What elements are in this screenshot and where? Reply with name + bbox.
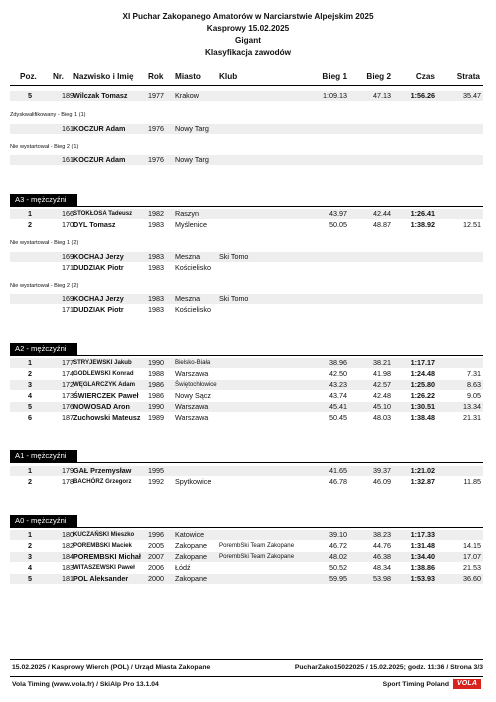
table-row [10, 358, 483, 368]
cell-nr: 179 [62, 466, 74, 475]
cell-poz: 3 [28, 552, 32, 561]
cell-name: WITASZEWSKI Paweł [73, 564, 135, 571]
cell-nr: 176 [62, 402, 74, 411]
cell-bieg1: 46.78 [329, 477, 347, 486]
timing-company: Sport Timing Poland [382, 681, 449, 688]
cell-bieg2: 38.23 [373, 530, 391, 539]
cell-rok: 1976 [148, 124, 164, 133]
cell-strata: 36.60 [463, 574, 481, 583]
section-title: Zdyskwalifikowany - Bieg 1 (1) [10, 112, 86, 118]
table-row [10, 530, 483, 540]
cell-bieg1: 50.45 [329, 413, 347, 422]
cell-rok: 1983 [148, 220, 164, 229]
cell-czas: 1:26.22 [410, 391, 435, 400]
cell-czas: 1:38.86 [410, 563, 435, 572]
col-poz: Poz. [20, 72, 37, 81]
col-miasto: Miasto [175, 72, 201, 81]
cell-poz: 5 [28, 402, 32, 411]
footer-rule-top [10, 659, 483, 660]
cell-bieg2: 42.44 [373, 209, 391, 218]
cell-rok: 2007 [148, 552, 164, 561]
category-label: A3 - mężczyźni [10, 194, 77, 206]
cell-strata: 9.05 [467, 391, 481, 400]
cell-poz: 1 [28, 466, 32, 475]
section-title: Nie wystartował - Bieg 2 (2) [10, 283, 79, 289]
cell-bieg1: 46.72 [329, 541, 347, 550]
event-date: Kasprowy 15.02.2025 [206, 24, 290, 33]
cell-name: DUDZIAK Piotr [73, 263, 124, 272]
cell-czas: 1:38.92 [410, 220, 435, 229]
cell-bieg1: 45.41 [329, 402, 347, 411]
cell-rok: 1990 [148, 358, 164, 367]
cell-nr: 161 [62, 155, 74, 164]
cell-poz: 2 [28, 220, 32, 229]
category-header [10, 515, 483, 528]
col-bieg2: Bieg 2 [366, 72, 391, 81]
cell-bieg1: 43.74 [329, 391, 347, 400]
table-row [10, 305, 483, 315]
cell-name: STOKŁOSA Tadeusz [73, 210, 133, 217]
cell-miasto: Zakopane [175, 574, 207, 583]
cell-nr: 171 [62, 305, 74, 314]
cell-name: POL Aleksander [73, 574, 129, 583]
cell-strata: 12.51 [463, 220, 481, 229]
cell-miasto: Myślenice [175, 220, 207, 229]
cell-rok: 1989 [148, 413, 164, 422]
cell-name: ŚWIERCZEK Paweł [73, 391, 139, 400]
cell-rok: 2005 [148, 541, 164, 550]
cell-nr: 169 [62, 294, 74, 303]
discipline: Gigant [235, 36, 261, 45]
cell-nr: 170 [62, 220, 74, 229]
cell-rok: 1995 [148, 466, 164, 475]
cell-rok: 1983 [148, 252, 164, 261]
category-label: A1 - mężczyźni [10, 450, 77, 462]
cell-rok: 1996 [148, 530, 164, 539]
cell-poz: 2 [28, 541, 32, 550]
section-title: Nie wystartował - Bieg 2 (1) [10, 144, 79, 150]
col-rok: Rok [148, 72, 164, 81]
table-row [10, 541, 483, 551]
cell-bieg2: 46.09 [373, 477, 391, 486]
cell-bieg2: 48.34 [373, 563, 391, 572]
cell-nr: 189 [62, 91, 74, 100]
cell-nr: 181 [62, 574, 74, 583]
cell-miasto: Zakopane [175, 552, 207, 561]
cell-bieg1: 38.96 [329, 358, 347, 367]
cell-nr: 171 [62, 263, 74, 272]
cell-bieg2: 42.57 [373, 380, 391, 389]
table-row [10, 294, 483, 304]
cell-czas: 1:53.93 [410, 574, 435, 583]
table-row [10, 209, 483, 219]
cell-miasto: Kościelisko [175, 305, 211, 314]
cell-miasto: Kościelisko [175, 263, 211, 272]
cell-nr: 183 [62, 563, 74, 572]
cell-nr: 166 [62, 209, 74, 218]
col-czas: Czas [415, 72, 435, 81]
cell-rok: 2000 [148, 574, 164, 583]
vola-logo: VOLA [453, 679, 481, 689]
cell-bieg2: 46.38 [373, 552, 391, 561]
cell-czas: 1:21.02 [410, 466, 435, 475]
cell-name: KOCZUR Adam [73, 155, 126, 164]
cell-bieg1: 1:09.13 [323, 91, 347, 100]
cell-name: POREMBSKI Maciek [73, 542, 132, 549]
table-row [10, 563, 483, 573]
cell-miasto: Bielsko-Biała [175, 359, 211, 366]
section-title: Nie wystartował - Bieg 1 (2) [10, 240, 79, 246]
col-strata: Strata [456, 72, 480, 81]
cell-miasto: Nowy Targ [175, 155, 209, 164]
cell-name: KOCHAJ Jerzy [73, 252, 124, 261]
cell-poz: 4 [28, 563, 32, 572]
cell-strata: 8.63 [467, 380, 481, 389]
cell-miasto: Warszawa [175, 369, 209, 378]
cell-miasto: Łódź [175, 563, 191, 572]
table-row [10, 402, 483, 412]
table-row [10, 391, 483, 401]
cell-miasto: Nowy Sącz [175, 391, 211, 400]
cell-bieg2: 39.37 [373, 466, 391, 475]
cell-strata: 17.07 [463, 552, 481, 561]
cell-name: KOCHAJ Jerzy [73, 294, 124, 303]
cell-bieg1: 43.23 [329, 380, 347, 389]
cell-name: DYL Tomasz [73, 220, 116, 229]
cell-nr: 184 [62, 552, 74, 561]
cell-poz: 1 [28, 530, 32, 539]
cell-czas: 1:17.17 [410, 358, 435, 367]
cell-name: POREMBSKI Michał [73, 552, 141, 561]
cell-bieg1: 50.52 [329, 563, 347, 572]
cell-rok: 1977 [148, 91, 164, 100]
cell-name: STRYJEWSKI Jakub [73, 359, 132, 366]
cell-rok: 1982 [148, 209, 164, 218]
table-row [10, 413, 483, 423]
cell-poz: 1 [28, 209, 32, 218]
cell-strata: 14.15 [463, 541, 481, 550]
cell-poz: 5 [28, 91, 32, 100]
footer-left: 15.02.2025 / Kasprowy Wierch (POL) / Urząd Miasta Zakopane [12, 664, 211, 671]
cell-miasto: Spytkowice [175, 477, 212, 486]
cell-nr: 177 [62, 358, 74, 367]
category-header [10, 343, 483, 356]
cell-bieg1: 50.05 [329, 220, 347, 229]
cell-rok: 1992 [148, 477, 164, 486]
cell-nr: 169 [62, 252, 74, 261]
cell-strata: 21.31 [463, 413, 481, 422]
cell-nr: 172 [62, 380, 74, 389]
header-rule [10, 85, 483, 86]
cell-strata: 11.85 [463, 477, 481, 486]
cell-nr: 178 [62, 477, 74, 486]
col-bieg1: Bieg 1 [322, 72, 347, 81]
cell-klub: PorembSki Team Zakopane [219, 542, 295, 549]
cell-klub: Ski Tomo [219, 252, 249, 261]
category-header [10, 194, 483, 207]
cell-name: DUDZIAK Piotr [73, 305, 124, 314]
cell-rok: 1976 [148, 155, 164, 164]
cell-nr: 173 [62, 391, 74, 400]
table-row [10, 466, 483, 476]
cell-miasto: Warszawa [175, 402, 209, 411]
cell-rok: 1983 [148, 294, 164, 303]
cell-poz: 2 [28, 477, 32, 486]
cell-bieg2: 45.10 [373, 402, 391, 411]
cell-miasto: Krakow [175, 91, 199, 100]
cell-poz: 2 [28, 369, 32, 378]
table-row [10, 155, 483, 165]
cell-miasto: Warszawa [175, 413, 209, 422]
cell-nr: 187 [62, 413, 74, 422]
cell-czas: 1:17.33 [410, 530, 435, 539]
cell-miasto: Zakopane [175, 541, 207, 550]
cell-strata: 21.53 [463, 563, 481, 572]
cell-bieg2: 42.48 [373, 391, 391, 400]
cell-strata: 35.47 [463, 91, 481, 100]
table-row [10, 124, 483, 134]
table-row [10, 369, 483, 379]
cell-poz: 1 [28, 358, 32, 367]
footer-right: PucharZako15022025 / 15.02.2025; godz. 11:36 / Strona 3/3 [294, 664, 483, 671]
cell-miasto: Świętochłowice [175, 381, 217, 388]
cell-name: WĘGLARCZYK Adam [73, 381, 136, 388]
cell-klub: Ski Tomo [219, 294, 249, 303]
cell-name: BACHÓRZ Grzegorz [73, 478, 132, 485]
cell-bieg2: 41.98 [373, 369, 391, 378]
table-row [10, 380, 483, 390]
col-klub: Klub [219, 72, 238, 81]
cell-bieg1: 48.02 [329, 552, 347, 561]
cell-nr: 180 [62, 530, 74, 539]
table-row [10, 252, 483, 262]
cell-name: GAŁ Przemysław [73, 466, 132, 475]
cell-klub: PorembSki Team Zakopane [219, 553, 295, 560]
table-row [10, 574, 483, 584]
cell-bieg2: 47.13 [373, 91, 391, 100]
cell-rok: 1986 [148, 391, 164, 400]
cell-nr: 182 [62, 541, 74, 550]
cell-nr: 161 [62, 124, 74, 133]
cell-miasto: Nowy Targ [175, 124, 209, 133]
cell-czas: 1:38.48 [410, 413, 435, 422]
cell-rok: 1988 [148, 369, 164, 378]
cell-czas: 1:26.41 [410, 209, 435, 218]
cell-rok: 2006 [148, 563, 164, 572]
cell-strata: 7.31 [467, 369, 481, 378]
cell-poz: 4 [28, 391, 32, 400]
col-nr: Nr. [53, 72, 64, 81]
cell-czas: 1:31.48 [410, 541, 435, 550]
cell-name: KUCZAŃSKI Mieszko [73, 531, 135, 538]
cell-rok: 1983 [148, 263, 164, 272]
table-row [10, 263, 483, 273]
cell-bieg2: 53.98 [373, 574, 391, 583]
table-row [10, 91, 483, 101]
cell-nr: 174 [62, 369, 74, 378]
cell-bieg1: 41.65 [329, 466, 347, 475]
cell-name: Zuchowski Mateusz [73, 413, 141, 422]
cell-czas: 1:30.51 [410, 402, 435, 411]
cell-name: GODLEWSKI Konrad [73, 370, 134, 377]
cell-bieg1: 42.50 [329, 369, 347, 378]
cell-czas: 1:25.80 [410, 380, 435, 389]
cell-rok: 1990 [148, 402, 164, 411]
software-credit: Vola Timing (www.vola.fr) / SkiAlp Pro 13.1.04 [12, 681, 159, 688]
cell-miasto: Raszyn [175, 209, 199, 218]
cell-miasto: Katowice [175, 530, 205, 539]
cell-czas: 1:32.87 [410, 477, 435, 486]
cell-miasto: Meszna [175, 252, 201, 261]
footer-rule-bottom [10, 676, 483, 677]
cell-bieg2: 38.21 [373, 358, 391, 367]
table-row [10, 552, 483, 562]
category-header [10, 450, 483, 463]
table-row [10, 477, 483, 487]
table-row [10, 220, 483, 230]
cell-poz: 3 [28, 380, 32, 389]
cell-czas: 1:56.26 [410, 91, 435, 100]
cell-poz: 6 [28, 413, 32, 422]
cell-miasto: Meszna [175, 294, 201, 303]
cell-bieg1: 43.97 [329, 209, 347, 218]
cell-bieg2: 48.03 [373, 413, 391, 422]
col-name: Nazwisko i Imię [73, 72, 134, 81]
cell-czas: 1:34.40 [410, 552, 435, 561]
cell-poz: 5 [28, 574, 32, 583]
classification-title: Klasyfikacja zawodów [204, 48, 291, 57]
cell-czas: 1:24.48 [410, 369, 435, 378]
cell-rok: 1983 [148, 305, 164, 314]
cell-name: KOCZUR Adam [73, 124, 126, 133]
cell-bieg1: 39.10 [329, 530, 347, 539]
cell-name: Wilczak Tomasz [73, 91, 128, 100]
cell-strata: 13.34 [463, 402, 481, 411]
category-label: A2 - mężczyźni [10, 343, 77, 355]
cell-name: NOWOSAD Aron [73, 402, 130, 411]
cell-bieg1: 59.95 [329, 574, 347, 583]
cell-bieg2: 44.76 [373, 541, 391, 550]
cell-rok: 1986 [148, 380, 164, 389]
cell-bieg2: 48.87 [373, 220, 391, 229]
category-label: A0 - mężczyźni [10, 515, 77, 527]
event-title: XI Puchar Zakopanego Amatorów w Narciarstwie Alpejskim 2025 [122, 12, 374, 21]
